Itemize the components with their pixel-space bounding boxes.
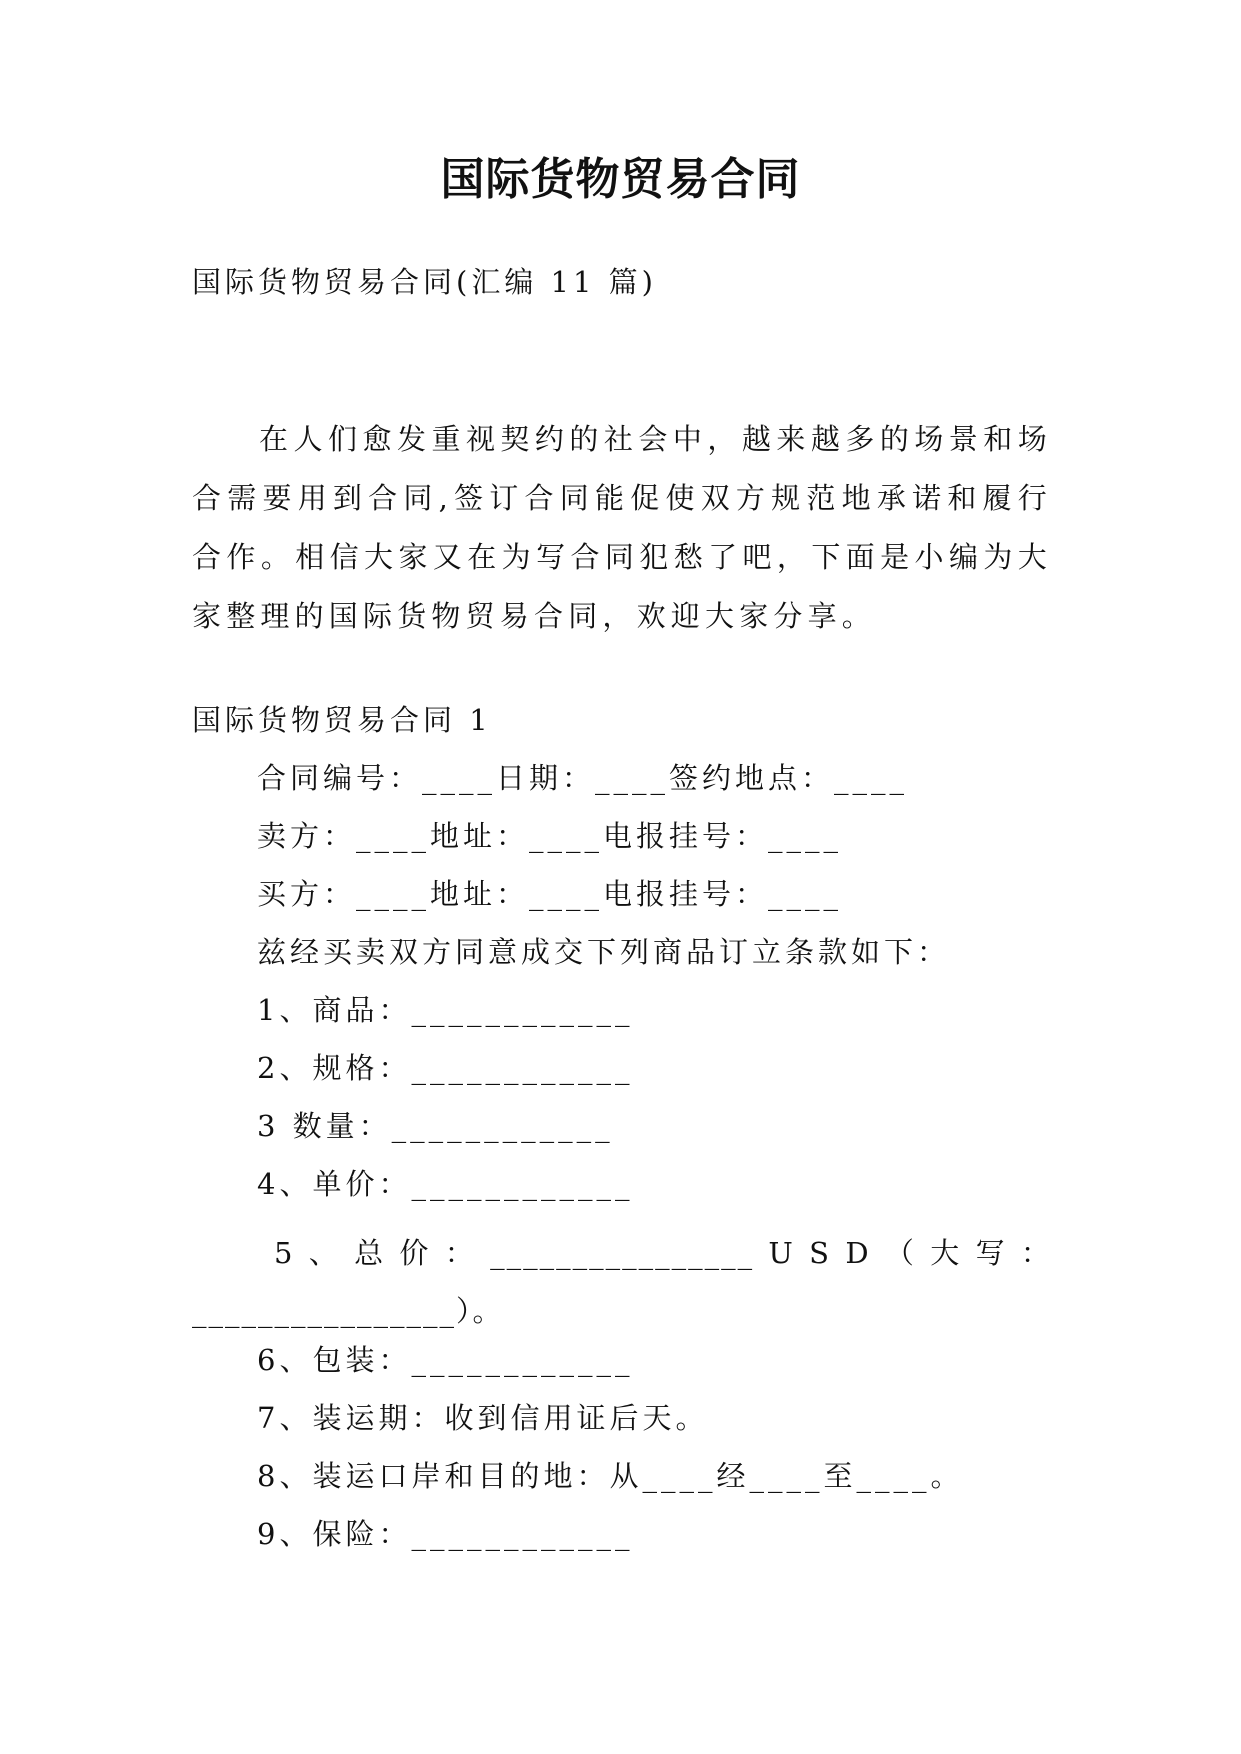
clause-total-price: [192, 1224, 1052, 1340]
buyer-line: 买方：____地址：____电报挂号：____: [257, 877, 843, 911]
clause-quantity: 3 数量：____________: [257, 1109, 614, 1143]
contract-info-line: 合同编号：____日期：____签约地点：____: [257, 761, 909, 795]
total-price-part: 大: [930, 1236, 962, 1270]
agreement-line: 兹经买卖双方同意成交下列商品订立条款如下：: [257, 935, 951, 969]
total-price-part: D: [845, 1236, 871, 1270]
section-heading: 国际货物贸易合同 1: [192, 703, 492, 737]
total-price-row: [192, 1224, 1052, 1282]
total-price-part: （: [884, 1236, 916, 1270]
clause-unit-price: 4、单价：____________: [257, 1167, 634, 1201]
total-price-part: S: [809, 1236, 832, 1270]
clause-specification: 2、规格：____________: [257, 1051, 634, 1085]
total-price-part: ________________: [490, 1236, 755, 1270]
clause-goods: 1、商品：____________: [257, 993, 634, 1027]
total-price-part: 写: [975, 1236, 1007, 1270]
clause-insurance: 9、保险：____________: [257, 1517, 634, 1551]
total-price-continuation: ________________）。: [192, 1294, 504, 1328]
total-price-part: 、: [308, 1236, 340, 1270]
total-price-part: 总: [354, 1236, 386, 1270]
total-price-part: ：: [444, 1236, 476, 1270]
document-title: 国际货物贸易合同: [440, 154, 801, 205]
intro-paragraph: 在人们愈发重视契约的社会中，越来越多的场景和场合需要用到合同,签订合同能促使双方规范地承诺和履行合作。相信大家又在为写合同犯愁了吧，下面是小编为大家整理的国际货物贸易合同，欢迎大家分享。: [192, 422, 1052, 633]
clause-packing: 6、包装：____________: [257, 1343, 634, 1377]
total-price-part: 价: [399, 1236, 431, 1270]
total-price-part: ：: [1020, 1236, 1052, 1270]
seller-line: 卖方：____地址：____电报挂号：____: [257, 819, 843, 853]
clause-shipment-time: 7、装运期：收到信用证后天。: [257, 1401, 709, 1435]
total-price-part: 5: [274, 1236, 295, 1270]
total-price-part: U: [768, 1236, 795, 1270]
clause-port-destination: 8、装运口岸和目的地：从____经____至____。: [257, 1459, 964, 1493]
document-subtitle: 国际货物贸易合同(汇编 11 篇): [192, 265, 657, 299]
